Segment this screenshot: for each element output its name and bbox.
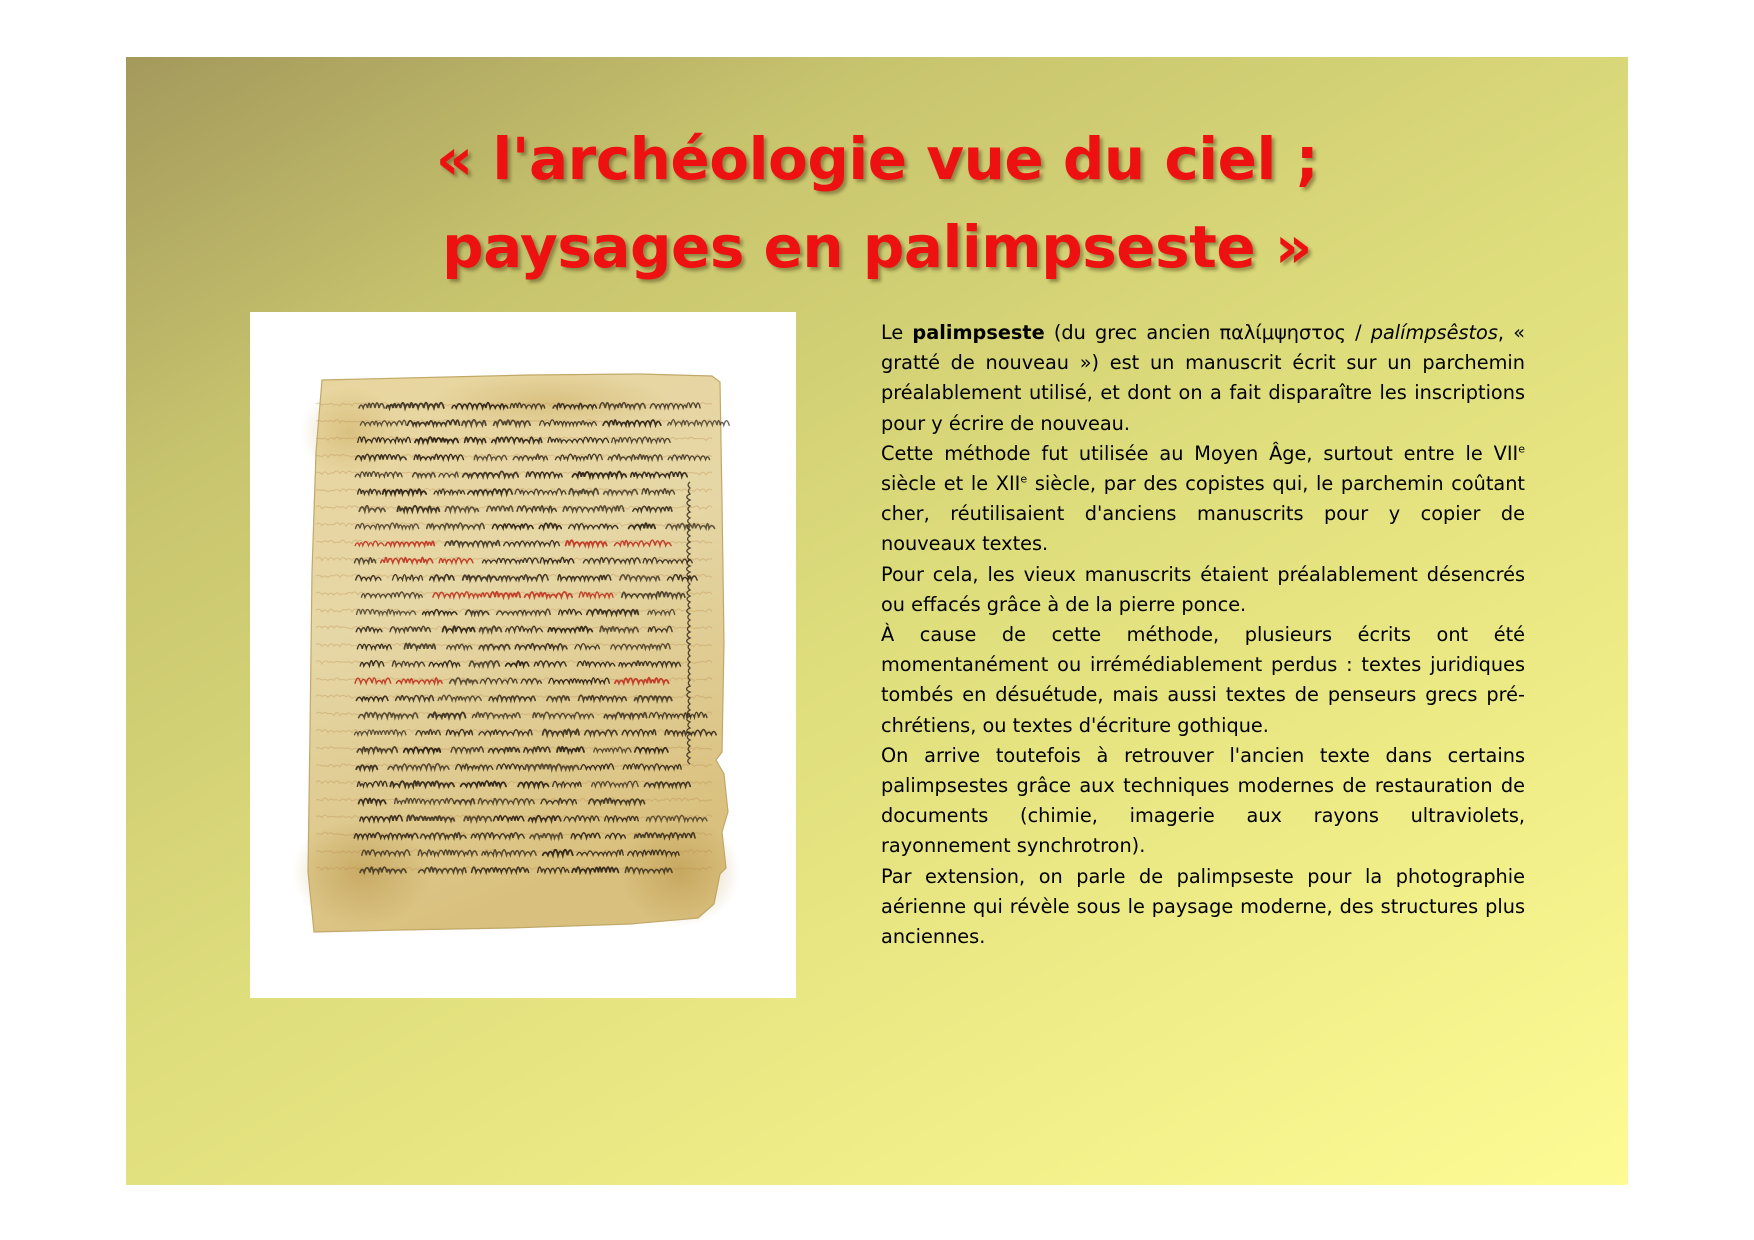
slide-title bbox=[126, 115, 1628, 291]
title-line-1: « l'archéologie vue du ciel ; bbox=[435, 125, 1319, 193]
paragraph-loss: À cause de cette méthode, plusieurs écrits ont été momentanément ou irrémédiablement perdus : textes juridiques tombés en désuétude, mais aussi textes de penseurs grecs pré-chrétiens, ou textes d'écriture gothique. bbox=[881, 623, 1525, 737]
paragraph-method: Pour cela, les vieux manuscrits étaient préalablement désencrés ou effacés grâce à de la pierre ponce. bbox=[881, 562, 1525, 616]
transliteration: palímpsêstos bbox=[1370, 321, 1498, 344]
palimpsest-manuscript-photo bbox=[250, 312, 796, 998]
paragraph-history: Cette méthode fut utilisée au Moyen Âge, surtout entre le VIIe siècle et le XIIe siècle, par des copistes qui, le parchemin coûtant cher, réutilisaient d'anciens manuscrits pour y copier de nouveaux textes. bbox=[881, 441, 1525, 556]
photo-frame bbox=[250, 312, 796, 998]
slide bbox=[126, 57, 1628, 1185]
paragraph-recovery: On arrive toutefois à retrouver l'ancien texte dans certains palimpsestes grâce aux techniques modernes de restauration de documents (chimie, imagerie aux rayons ultraviolets, rayonnement synchrotron). bbox=[881, 743, 1525, 858]
paragraph-definition: Le palimpseste (du grec ancien παλίμψηστος / palímpsêstos, « gratté de nouveau ») est un manuscrit écrit sur un parchemin préalablement utilisé, et dont on a fait disparaître les inscriptions pour y écrire de nouveau. bbox=[881, 321, 1525, 435]
description-text bbox=[881, 318, 1525, 952]
paragraph-extension: Par extension, on parle de palimpseste pour la photographie aérienne qui révèle sous le paysage moderne, des structures plus anciennes. bbox=[881, 864, 1525, 949]
term-palimpseste: palimpseste bbox=[912, 321, 1045, 344]
title-line-2: paysages en palimpseste » bbox=[442, 213, 1312, 281]
